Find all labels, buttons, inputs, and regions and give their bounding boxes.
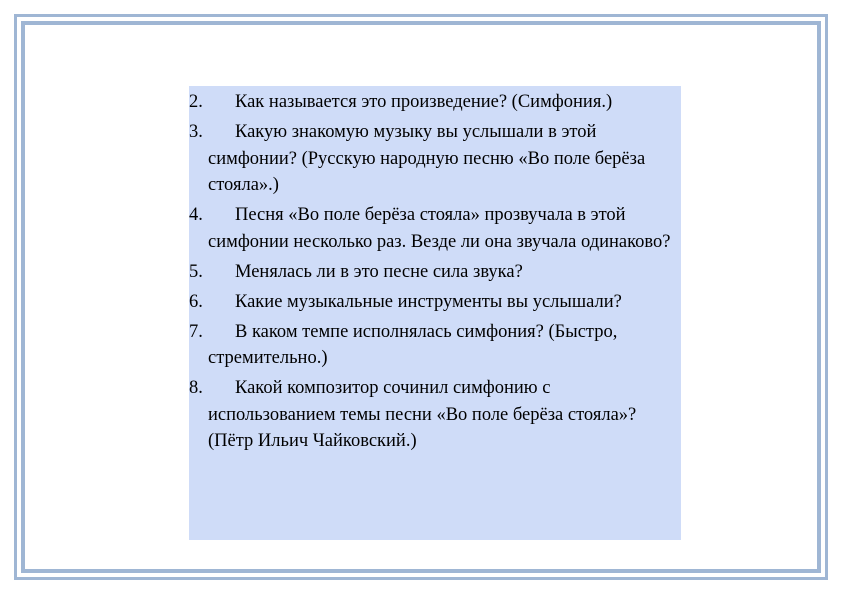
list-item [189, 375, 681, 455]
list-item-text: Какую знакомую музыку вы услышали в этой симфонии? (Русскую народную песню «Во поле берёза стояла».) [208, 122, 646, 195]
list-item [189, 119, 681, 199]
list-item-text: В каком темпе исполнялась симфония? (Быстро, стремительно.) [208, 321, 618, 368]
list-item-text: Какой композитор сочинил симфонию с использованием темы песни «Во поле берёза стояла»? (Пётр Ильич Чайковский.) [208, 378, 637, 451]
list-item-number: 7. [189, 321, 203, 342]
question-list [189, 86, 681, 540]
list-item-text: Менялась ли в это песне сила звука? [235, 261, 523, 282]
list-item-number: 3. [189, 122, 203, 142]
list-item [189, 259, 681, 286]
list-item [189, 89, 681, 116]
list-item [189, 202, 681, 255]
list-item-number: 5. [189, 261, 203, 282]
list-item-number: 8. [189, 378, 203, 398]
list-item [189, 319, 681, 372]
list-item-number: 4. [189, 205, 203, 225]
list-item-text: Песня «Во поле берёза стояла» прозвучала в этой симфонии несколько раз. Везде ли она звучала одинаково? [208, 205, 671, 252]
list-item-text: Какие музыкальные инструменты вы услышали? [235, 291, 622, 312]
list-item-number: 2. [189, 92, 203, 112]
list-item-number: 6. [189, 291, 203, 312]
list-item [189, 289, 681, 316]
list-item-text: Как называется это произведение? (Симфония.) [235, 92, 613, 112]
